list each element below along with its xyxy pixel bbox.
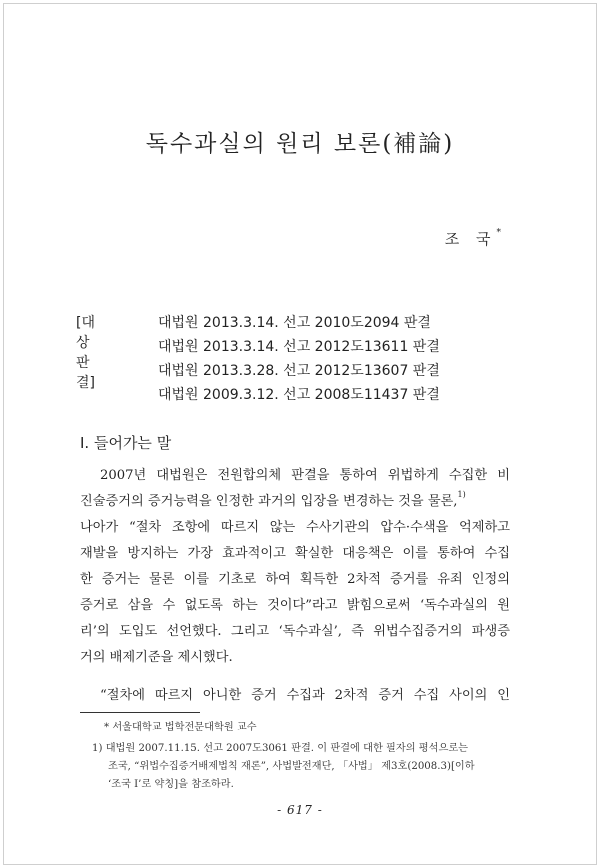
body-line (80, 490, 510, 509)
author-name (445, 228, 501, 249)
target-cases-label: [대상판결] (76, 315, 95, 391)
body-line: 재발을 방지하는 가장 효과적이고 확실한 대응책은 이를 통하여 수집 (80, 546, 510, 561)
case-item: 대법원 2013.3.14. 선고 2012도13611 판결 (158, 339, 440, 355)
page-title: 독수과실의 원리 보론(補論) (145, 131, 455, 157)
case-item: 대법원 2013.3.14. 선고 2010도2094 판결 (158, 315, 431, 331)
footnote-author: * 서울대학교 법학전문대학원 교수 (104, 722, 257, 733)
page-number: - 617 - (277, 803, 323, 817)
section-heading: Ⅰ. 들어가는 말 (80, 434, 172, 452)
body-line: 리’의 도입도 선언했다. 그리고 ‘독수과실’, 즉 위법수집증거의 파생증 (80, 624, 510, 639)
case-item: 대법원 2013.3.28. 선고 2012도13607 판결 (158, 363, 440, 379)
footnote-ref: 1) (457, 490, 466, 499)
author-name-text: 조 국 (444, 230, 497, 248)
body-line: 거의 배제기준을 제시했다. (80, 650, 233, 665)
body-line: 나아가 “절차 조항에 따르지 않는 수사기관의 압수·수색을 억제하고 (80, 520, 510, 535)
body-line: “절차에 따르지 아니한 증거 수집과 2차적 증거 수집 사이의 인 (100, 688, 510, 703)
body-line-text: 진술증거의 증거능력을 인정한 과거의 입장을 변경하는 것을 물론, (80, 494, 458, 509)
case-item: 대법원 2009.3.12. 선고 2008도11437 판결 (158, 387, 440, 403)
body-line: 2007년 대법원은 전원합의체 판결을 통하여 위법하게 수집한 비 (100, 468, 510, 483)
body-line: 증거로 삼을 수 없도록 하는 것이다”라고 밝힘으로써 ‘독수과실의 원 (80, 598, 510, 613)
body-line: 한 증거는 물론 이를 기초로 하여 획득한 2차적 증거를 유죄 인정의 (80, 572, 510, 587)
footnote-divider (80, 712, 200, 713)
footnote-1: ‘조국 Ⅰ’로 약칭]을 참조하라. (108, 779, 234, 790)
footnote-1: 1) 대법원 2007.11.15. 선고 2007도3061 판결. 이 판결에 대한 필자의 평석으로는 (92, 743, 469, 754)
footnote-1: 조국, “위법수집증거배제법칙 재론”, 사법발전재단, 「사법」 제3호(2008.3)[이하 (108, 761, 475, 772)
author-footnote-mark: * (496, 228, 501, 238)
